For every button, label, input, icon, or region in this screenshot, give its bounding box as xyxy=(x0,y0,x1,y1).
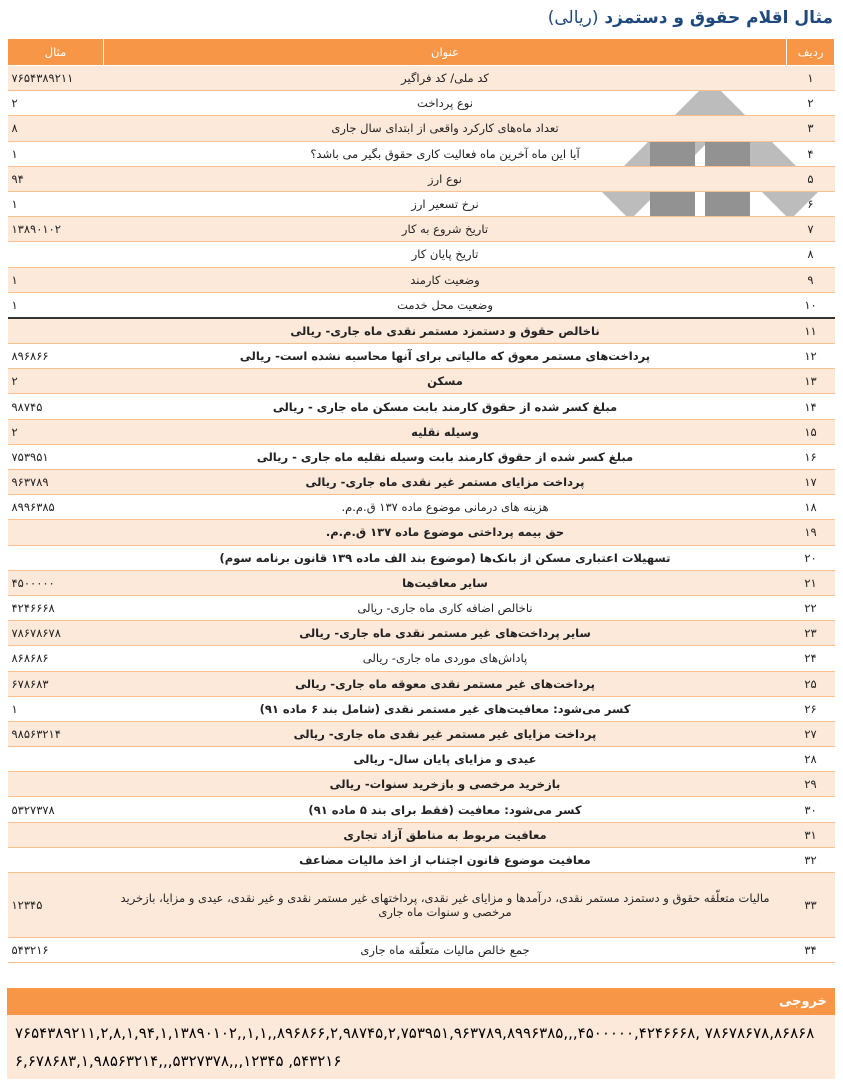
table-row xyxy=(8,520,835,545)
table-row xyxy=(8,116,835,141)
output-value: ۷۶۵۴۳۸۹۲۱۱,۲,۸,۱,۹۴,۱,۱۳۸۹۰۱۰۲,,۱,۱,,۸۹۶۸۶۶,۲,۹۸۷۴۵,۲,۷۵۳۹۵۱,۹۶۳۷۸۹,۸۹۹۶۳۸۵,,,۴۵۰۰۰۰۰,۴۲۴۶۶۶۸, ۷۸۶۷۸۶۷۸,۸۶۸۶۸۶,۶۷۸۶۸۳,۱,۹۸۵۶۳۲۱۴,,,۵۳۲۷۳۷۸,,,۱۲۳۴۵ ,۵۴۳۲۱۶ xyxy=(7,1015,835,1079)
table-row xyxy=(8,671,835,696)
table-row xyxy=(8,318,835,344)
row-title: تاریخ شروع به کار xyxy=(104,217,787,242)
table-row xyxy=(8,822,835,847)
row-example: ۱ xyxy=(8,141,104,166)
row-title: کسر می‌شود: معافیت‌های غیر مستمر نقدی (شامل بند ۶ ماده ۹۱) xyxy=(104,696,787,721)
row-index: ۱۳ xyxy=(787,369,835,394)
row-title: عیدی و مزایای پایان سال- ریالی xyxy=(104,747,787,772)
table-row xyxy=(8,721,835,746)
table-row xyxy=(8,470,835,495)
table-row xyxy=(8,166,835,191)
row-index: ۲۴ xyxy=(787,646,835,671)
table-row xyxy=(8,621,835,646)
row-title: پرداخت‌های مستمر معوق که مالیاتی برای آنها محاسبه نشده است- ریالی xyxy=(104,344,787,369)
row-title: مبلغ کسر شده از حقوق کارمند بابت مسکن ماه جاری - ریالی xyxy=(104,394,787,419)
table-row xyxy=(8,545,835,570)
header-title: عنوان xyxy=(104,39,787,66)
row-index: ۱۹ xyxy=(787,520,835,545)
row-title: وضعیت کارمند xyxy=(104,267,787,292)
table-row xyxy=(8,495,835,520)
row-example: ۲ xyxy=(8,369,104,394)
row-title: جمع خالص مالیات متعلّقه ماه جاری xyxy=(104,938,787,963)
table-row xyxy=(8,419,835,444)
row-example xyxy=(8,242,104,267)
row-index: ۱۵ xyxy=(787,419,835,444)
table-row xyxy=(8,444,835,469)
row-example xyxy=(8,747,104,772)
row-example: ۱ xyxy=(8,292,104,318)
row-index: ۱۴ xyxy=(787,394,835,419)
row-index: ۱۶ xyxy=(787,444,835,469)
table-row xyxy=(8,344,835,369)
row-title: تسهیلات اعتباری مسکن از بانک‌ها (موضوع بند الف ماده ۱۳۹ قانون برنامه سوم) xyxy=(104,545,787,570)
table-row xyxy=(8,797,835,822)
row-example: ۶۷۸۶۸۳ xyxy=(8,671,104,696)
row-index: ۴ xyxy=(787,141,835,166)
output-section xyxy=(7,988,835,1079)
row-index: ۸ xyxy=(787,242,835,267)
row-index: ۲۲ xyxy=(787,595,835,620)
row-title: پرداخت مزایای مستمر غیر نقدی ماه جاری- ریالی xyxy=(104,470,787,495)
row-title: سایر معافیت‌ها xyxy=(104,570,787,595)
table-row xyxy=(8,938,835,963)
table-row xyxy=(8,646,835,671)
row-example: ۴۵۰۰۰۰۰ xyxy=(8,570,104,595)
table-row xyxy=(8,369,835,394)
row-title: معافیت موضوع قانون اجتناب از اخذ مالیات مضاعف xyxy=(104,847,787,872)
row-index: ۱۲ xyxy=(787,344,835,369)
row-example: ۷۵۳۹۵۱ xyxy=(8,444,104,469)
row-title: ناخالص اضافه کاری ماه جاری- ریالی xyxy=(104,595,787,620)
row-index: ۶ xyxy=(787,191,835,216)
row-title: مالیات متعلّقه حقوق و دستمزد مستمر نقدی، درآمدها و مزایای غیر نقدی، پرداختهای غیر مستمر نقدی و غیر نقدی، عیدی و مزایا، بازخرید مرخصی و سنوات ماه جاری xyxy=(104,873,787,938)
row-index: ۳۰ xyxy=(787,797,835,822)
row-title: پرداخت مزایای غیر مستمر غیر نقدی ماه جاری- ریالی xyxy=(104,721,787,746)
table-row xyxy=(8,595,835,620)
row-example: ۱ xyxy=(8,696,104,721)
row-example xyxy=(8,318,104,344)
table-row xyxy=(8,873,835,938)
row-index: ۲۹ xyxy=(787,772,835,797)
row-index: ۳۱ xyxy=(787,822,835,847)
table-row xyxy=(8,772,835,797)
row-example: ۷۸۶۷۸۶۷۸ xyxy=(8,621,104,646)
row-index: ۳ xyxy=(787,116,835,141)
row-title: نرخ تسعیر ارز xyxy=(104,191,787,216)
row-example xyxy=(8,545,104,570)
payroll-items-table xyxy=(7,38,835,963)
row-example: ۷۶۵۴۳۸۹۲۱۱ xyxy=(8,66,104,91)
row-index: ۳۲ xyxy=(787,847,835,872)
row-title: مبلغ کسر شده از حقوق کارمند بابت وسیله نقلیه ماه جاری - ریالی xyxy=(104,444,787,469)
row-index: ۱۱ xyxy=(787,318,835,344)
row-example: ۸۹۹۶۳۸۵ xyxy=(8,495,104,520)
row-example: ۸۹۶۸۶۶ xyxy=(8,344,104,369)
row-example: ۵۴۳۲۱۶ xyxy=(8,938,104,963)
table-row xyxy=(8,141,835,166)
row-title: کسر می‌شود: معافیت (فقط برای بند ۵ ماده ۹۱) xyxy=(104,797,787,822)
row-example: ۱۳۸۹۰۱۰۲ xyxy=(8,217,104,242)
row-index: ۷ xyxy=(787,217,835,242)
row-index: ۳۴ xyxy=(787,938,835,963)
table-row xyxy=(8,191,835,216)
row-title: نوع ارز xyxy=(104,166,787,191)
row-index: ۲۷ xyxy=(787,721,835,746)
row-example xyxy=(8,520,104,545)
row-example xyxy=(8,772,104,797)
row-title: سایر پرداخت‌های غیر مستمر نقدی ماه جاری- ریالی xyxy=(104,621,787,646)
row-example: ۴۲۴۶۶۶۸ xyxy=(8,595,104,620)
table-row xyxy=(8,847,835,872)
row-index: ۱۰ xyxy=(787,292,835,318)
row-index: ۲۳ xyxy=(787,621,835,646)
row-title: وضعیت محل خدمت xyxy=(104,292,787,318)
row-example: ۸ xyxy=(8,116,104,141)
row-index: ۲۵ xyxy=(787,671,835,696)
row-title: آیا این ماه آخرین ماه فعالیت کاری حقوق بگیر می باشد؟ xyxy=(104,141,787,166)
row-index: ۱ xyxy=(787,66,835,91)
row-index: ۲۸ xyxy=(787,747,835,772)
row-title: وسیله نقلیه xyxy=(104,419,787,444)
table-row xyxy=(8,747,835,772)
page-title: مثال اقلام حقوق و دستمزد (ریالی) xyxy=(547,8,833,28)
row-title: هزینه های درمانی موضوع ماده ۱۳۷ ق.م.م. xyxy=(104,495,787,520)
row-example xyxy=(8,847,104,872)
row-example: ۱ xyxy=(8,267,104,292)
row-index: ۳۳ xyxy=(787,873,835,938)
row-index: ۲۰ xyxy=(787,545,835,570)
row-title: تاریخ پایان کار xyxy=(104,242,787,267)
row-title: مسکن xyxy=(104,369,787,394)
row-example: ۸۶۸۶۸۶ xyxy=(8,646,104,671)
row-example: ۲ xyxy=(8,419,104,444)
row-title: ناخالص حقوق و دستمزد مستمر نقدی ماه جاری- ریالی xyxy=(104,318,787,344)
table-row xyxy=(8,217,835,242)
row-title: حق بیمه پرداختی موضوع ماده ۱۳۷ ق.م.م. xyxy=(104,520,787,545)
table-row xyxy=(8,267,835,292)
row-example: ۲ xyxy=(8,91,104,116)
row-index: ۲۱ xyxy=(787,570,835,595)
table-row xyxy=(8,66,835,91)
row-example: ۹۴ xyxy=(8,166,104,191)
row-index: ۵ xyxy=(787,166,835,191)
row-index: ۲۶ xyxy=(787,696,835,721)
row-example: ۱ xyxy=(8,191,104,216)
table-row xyxy=(8,394,835,419)
row-example: ۹۸۷۴۵ xyxy=(8,394,104,419)
table-row xyxy=(8,242,835,267)
row-title: تعداد ماه‌های کارکرد واقعی از ابتدای سال جاری xyxy=(104,116,787,141)
output-label: خروجی xyxy=(7,988,835,1015)
row-title: معافیت مربوط به مناطق آزاد تجاری xyxy=(104,822,787,847)
row-title: پرداخت‌های غیر مستمر نقدی معوقه ماه جاری- ریالی xyxy=(104,671,787,696)
row-example: ۵۳۲۷۳۷۸ xyxy=(8,797,104,822)
table-row xyxy=(8,696,835,721)
row-index: ۹ xyxy=(787,267,835,292)
table-row xyxy=(8,91,835,116)
row-title: پاداش‌های موردی ماه جاری- ریالی xyxy=(104,646,787,671)
row-title: نوع پرداخت xyxy=(104,91,787,116)
row-index: ۱۸ xyxy=(787,495,835,520)
row-index: ۱۷ xyxy=(787,470,835,495)
row-index: ۲ xyxy=(787,91,835,116)
table-row xyxy=(8,570,835,595)
row-example xyxy=(8,822,104,847)
row-example: ۹۶۳۷۸۹ xyxy=(8,470,104,495)
header-example: مثال xyxy=(8,39,104,66)
row-title: کد ملی/ کد فراگیر xyxy=(104,66,787,91)
header-index: ردیف xyxy=(787,39,835,66)
row-title: بازخرید مرخصی و بازخرید سنوات- ریالی xyxy=(104,772,787,797)
row-example: ۱۲۳۴۵ xyxy=(8,873,104,938)
table-row xyxy=(8,292,835,318)
row-example: ۹۸۵۶۳۲۱۴ xyxy=(8,721,104,746)
